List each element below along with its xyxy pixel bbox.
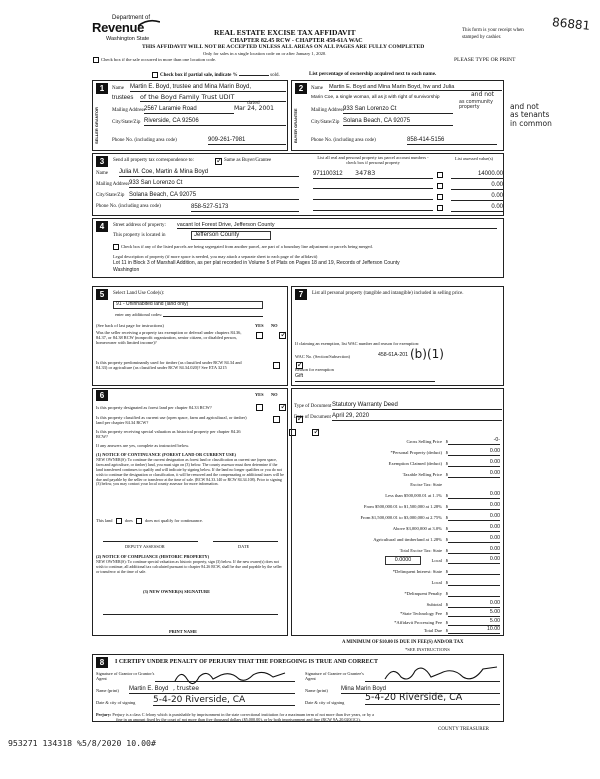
section-3-number: 3 (96, 156, 108, 167)
reason-line (295, 381, 435, 382)
buyer-city-label: City/State/Zip (311, 120, 340, 125)
does-not-label: does not qualify for continuance. (144, 518, 203, 524)
county-treasurer-label: COUNTY TREASURER (438, 727, 489, 732)
corr-phone-label: Phone No. (including area code) (96, 204, 161, 209)
local-value[interactable]: 0.00 (448, 557, 500, 564)
delinquent-penalty-value[interactable] (448, 590, 500, 597)
grantor-signature-scribble (173, 667, 293, 685)
section-6-forest-current-use (92, 388, 288, 636)
section-5-number: 5 (96, 289, 108, 300)
same-as-buyer-checkbox[interactable] (215, 158, 222, 165)
dept-line2: Revenue (92, 20, 145, 35)
multi-location-checkbox[interactable] (93, 57, 99, 63)
section-8-certification (92, 654, 504, 722)
assessed-value-2[interactable]: 0.00 (451, 182, 503, 190)
tier2-value[interactable]: 0.00 (448, 503, 500, 510)
see-back-note: (See back of last page for instructions) (96, 323, 164, 328)
parcel-number-2[interactable] (313, 182, 433, 189)
buyer-margin-handwritten (510, 103, 552, 128)
tech-fee-value[interactable]: 5.00 (448, 610, 500, 617)
s5-question-1: Was the seller receiving a property tax exemption or deferral under chapters 84.36, 84.37, or 84.38 RCW (nonprofit organization, senior citizen, or disabled person, homeowner with limited income)? (96, 330, 242, 346)
multi-location-label: Check box if the sale occurred in more than one location code. (101, 57, 217, 63)
type-or-print: PLEASE TYPE OR PRINT (454, 57, 516, 63)
section-1-number: 1 (96, 83, 108, 94)
personal-property-checkbox-1[interactable] (437, 172, 443, 178)
seller-name-handwritten: of the Boyd Family Trust UDIT (140, 94, 286, 102)
buyer-name[interactable]: Martin E. Boyd and Mina Marin Boyd, hw and Julia (329, 84, 502, 91)
s6-yes-header: YES (255, 392, 264, 397)
exemption-claimed-label: Exemption Claimed (deduct) (388, 461, 442, 466)
exemption-label: If claiming an exemption, list WAC number and reason for exemption: (295, 341, 420, 346)
handwritten-stamp-number: 86881 (551, 15, 591, 33)
seller-address[interactable]: 2567 Laramie Road (144, 106, 234, 114)
subtotal-label: Subtotal (426, 602, 442, 607)
additional-codes-input[interactable] (163, 311, 263, 317)
seller-side-label: SELLER GRANTOR (94, 106, 99, 145)
section-7-number: 7 (295, 289, 307, 300)
multi-location-row (93, 57, 223, 63)
dept-line3: Washington State (106, 36, 150, 42)
local-rate[interactable]: 0.0000 (385, 556, 421, 565)
grantor-date-label: Date & city of signing (96, 700, 136, 705)
continuance-text: NEW OWNER(S): To continue the current designation as forest land or classification as current use (open space, farm and agriculture, or timber) land, you must sign on (3) below. The county assessor must then determine if the land transferred continues to qualify and will indicate by signing below. If the land no longer qualifies or you do not wish to continue the designation or classification, it will be removed and the compensating or additional taxes will be due and payable by the seller or transferor at the time of sale. (RCW 84.33.140 or RCW 84.34.108). Prior to signing (3) below, you may contact your local county assessor for more information. (96, 457, 284, 487)
local2-label: Local (431, 580, 442, 585)
doc-type[interactable]: Statutory Warranty Deed (332, 402, 502, 410)
s6-if-any: If any answers are yes, complete as instructed below. (96, 443, 190, 448)
s6-no-header: NO (271, 392, 278, 397)
taxable-value[interactable]: 0.00 (448, 471, 500, 478)
grantee-signature-label: Signature of Grantee or Grantee's Agent (305, 671, 364, 681)
parcel-number-4[interactable] (313, 204, 433, 211)
wac-label: WAC No. (Section/Subsection) (295, 354, 350, 359)
partial-sale-row (152, 71, 280, 79)
grantee-date-label: Date & city of signing (305, 700, 345, 705)
grantor-name-label: Name (print) (96, 688, 119, 693)
tier1-value[interactable]: 0.00 (448, 492, 500, 499)
buyer-name-label: Name (311, 86, 323, 91)
form-only-for: Only for sales in a single location code on or after January 1, 2020. (203, 51, 327, 56)
partial-sale-percent[interactable] (239, 71, 269, 76)
corr-name-label: Name (96, 171, 108, 176)
partial-sale-label: Check box if partial sale, indicate % (160, 73, 238, 78)
street-address[interactable]: vacant lot Forest Drive, Jefferson County (177, 222, 497, 229)
subtotal-value[interactable]: 0.00 (448, 601, 500, 608)
section-2-number: 2 (295, 83, 307, 94)
logo-swoosh-icon (138, 19, 160, 27)
seller-dated-handwritten: dated (247, 101, 260, 106)
seller-city[interactable]: Riverside, CA 92506 (144, 118, 286, 126)
tier3-label: From $1,500,000.01 to $3,000,000 at 2.75% (360, 515, 442, 520)
parcel-row-1 (313, 171, 503, 180)
s6-q1-yes[interactable] (256, 404, 263, 411)
street-label: Street address of property: (113, 223, 166, 228)
buyer-phone-label: Phone No. (including area code) (311, 138, 376, 143)
doc-date-label: Date of Document (294, 415, 331, 420)
tech-fee-label: *State Technology Fee (400, 611, 442, 616)
continuance-qualify-row (96, 518, 203, 524)
corr-name[interactable]: Julia M. Coe, Martin & Mina Boyd (119, 169, 299, 177)
section-6-number: 6 (96, 390, 108, 401)
s6-q2-yes[interactable] (273, 416, 280, 423)
corr-city-label: City/State/Zip (96, 193, 125, 198)
seller-fields (110, 81, 288, 151)
minimum-due-note: A MINIMUM OF $10.00 IS DUE IN FEE(S) AND/OR TAX (342, 640, 464, 645)
tier3-value[interactable]: 0.00 (448, 514, 500, 521)
corr-city[interactable]: Solana Beach, CA 92075 (129, 192, 299, 200)
section-8-number: 8 (96, 657, 108, 668)
personal-property-checkbox-2[interactable] (437, 183, 443, 189)
deputy-date-label: DATE (238, 544, 250, 549)
partial-sale-checkbox[interactable] (152, 72, 158, 78)
does-checkbox[interactable] (116, 518, 122, 524)
receipt-note: This form is your receipt when stamped by cashier. (462, 28, 524, 40)
local-label: Local (431, 558, 442, 563)
historic-text: NEW OWNER(S): To continue special valuation as historic property, sign (3) below. If the new owner(s) does not wish to continue, all additional tax calculated pursuant to chapter 84.26 RCW, shall be due and payable by the seller or transferor at the time of sale. (96, 559, 282, 574)
grantor-date-city[interactable]: 5-4-20 Riverside, CA (153, 695, 295, 706)
s6-question-3: Is this property receiving special valuation as historical property per chapter 84.26 RCW? (96, 429, 241, 440)
buyer-side-label: BUYER GRANTEE (293, 108, 298, 143)
s5-q1-no[interactable] (279, 332, 286, 339)
grantee-date-city[interactable]: 5-4-20 Riverside, CA (365, 693, 500, 705)
tax-calculation-box (291, 388, 504, 636)
buyer-margin-line1: and not (510, 102, 539, 111)
s5-question-2: Is this property predominantly used for timber (as classified under RCW 84.34 and 84.33) or agriculture (as classified under RCW 84.34.020)? See ETA 3215 (96, 360, 242, 371)
land-use-label: Select Land Use Code(s): (113, 291, 165, 296)
buyer-address-label: Mailing Address (311, 108, 345, 113)
tier2-label: From $500,000.01 to $1,500,000 at 1.28% (363, 504, 442, 509)
form-chapter: CHAPTER 82.45 RCW - CHAPTER 458-61A WAC (230, 38, 363, 44)
section-5-land-use (92, 286, 288, 386)
legal-description-1[interactable]: Lot 11 in Block 3 of Marshall Addition, as per plat recorded in Volume 5 of Plats on Pages 18 and 19, Records of Jefferson County (113, 260, 400, 266)
assessed-value-4[interactable]: 0.00 (451, 204, 503, 212)
delinquent-interest-value[interactable] (448, 568, 500, 575)
deputy-assessor-label: DEPUTY ASSESSOR (125, 544, 165, 549)
new-owner-signature-label: (3) NEW OWNER(S) SIGNATURE (143, 589, 211, 594)
buyer-margin-line2: as tenants (510, 110, 550, 120)
s6-question-2: Is this property classified as current use (open space, farm and agricultural, or timber) land per chapter 84.34 RCW? (96, 415, 247, 426)
excise-state-label: Excise Tax: State (410, 482, 442, 487)
buyer-name-handwritten-1: and not (471, 91, 495, 98)
corr-address[interactable]: 933 San Lorenzo Ct (129, 180, 299, 188)
personal-property-label: List all personal property (tangible and intangible) included in selling price. (312, 291, 464, 296)
grantee-name[interactable]: Mina Marin Boyd (341, 686, 500, 694)
continuance-title: (1) NOTICE OF CONTINUANCE (FOREST LAND OR CURRENT USE) (96, 452, 236, 457)
perjury-text-2: fine in an amount fixed by the court of not more than five thousand dollars ($5,000.00), or by both imprisonment and fine (RCW 9A.20.020(1C)). (116, 717, 361, 723)
does-not-checkbox[interactable] (136, 518, 142, 524)
reason-value[interactable]: Gift (295, 373, 304, 379)
reason-label: Reason for exemption (295, 367, 334, 372)
tier4-label: Above $3,000,000 at 3.0% (392, 526, 442, 531)
partial-sale-sold: sold. (270, 73, 280, 78)
located-label: This property is located in (113, 233, 166, 238)
new-owner-signature-line[interactable] (103, 614, 278, 615)
historic-title: (2) NOTICE OF COMPLIANCE (HISTORIC PROPERTY) (96, 554, 210, 559)
total-due-value[interactable]: 10.00 (448, 627, 500, 634)
gross-value[interactable]: -0- (448, 438, 500, 445)
grantor-name[interactable]: Martin E. Boyd (129, 686, 295, 694)
assessed-label: List assessed value(s) (454, 156, 494, 161)
section-4-property (92, 218, 504, 278)
additional-codes-label: enter any additional codes: (115, 312, 163, 317)
located-county[interactable]: Jefferson County (191, 231, 271, 240)
seller-name-line2[interactable]: trustees (112, 95, 134, 101)
s6-question-1: Is this property designated as forest land per chapter 84.33 RCW? (96, 405, 212, 410)
corr-address-label: Mailing Address (96, 182, 130, 187)
wac-handwritten: (b)(1) (410, 347, 444, 361)
parcel-label: List all real and personal property tax parcel account numbers - check box if personal property (317, 155, 429, 166)
parcel-row-3 (313, 193, 503, 202)
affidavit-fee-value[interactable]: 5.00 (448, 619, 500, 626)
s5-yes-header: YES (255, 323, 264, 328)
gross-label: Gross Selling Price (406, 439, 442, 444)
deputy-date-line[interactable] (213, 541, 278, 542)
ag-label: Agricultural and timberland at 1.28% (373, 537, 442, 542)
buyer-address[interactable]: 933 San Lorenzo Ct (343, 106, 453, 114)
delinquent-interest-label: *Delinquent Interest: State (392, 569, 442, 574)
section-3-tax-correspondence (92, 153, 504, 216)
personal-value[interactable]: 0.00 (448, 449, 500, 456)
seller-date-handwritten: Mar 24, 2001 (234, 105, 274, 112)
print-name-label: PRINT NAME (169, 629, 198, 634)
doc-type-label: Type of Document (294, 404, 332, 409)
seller-city-label: City/State/Zip (112, 120, 141, 125)
grantee-signature-scribble (383, 663, 501, 685)
parcel-number-3[interactable] (313, 193, 433, 200)
this-land-label: This land (96, 518, 113, 524)
section-1-seller (92, 80, 288, 151)
land-use-select[interactable]: 91 - Uninhabited land (land only) (113, 301, 263, 309)
see-instructions-note: *SEE INSTRUCTIONS (405, 647, 450, 652)
total-state-label: Total Excise Tax: State (399, 548, 442, 553)
tier1-label: Less than $500,000.01 at 1.1% (385, 493, 442, 498)
dept-line1: Department of (112, 15, 151, 21)
assessed-value-1[interactable]: 14000.00 (451, 171, 503, 179)
recording-stamp: 953271 134318 %5/8/2020 10.00# (8, 738, 156, 748)
buyer-margin-line3: in common (510, 118, 552, 128)
segregated-checkbox[interactable] (113, 244, 119, 250)
buyer-fields (309, 81, 504, 151)
does-label: does (124, 518, 133, 524)
buyer-city[interactable]: Solana Beach, CA 92075 (343, 118, 453, 126)
wac-number[interactable]: 458-61A-201 (378, 352, 408, 358)
total-state-value[interactable]: 0.00 (448, 547, 500, 554)
segregated-label: Check box if any of the listed parcels are being segregated from another parcel, are part of a boundary line adjustment or parcels being merged. (121, 244, 373, 250)
parcel-handwritten-1: 34783 (355, 169, 376, 177)
form-notice: THIS AFFIDAVIT WILL NOT BE ACCEPTED UNLESS ALL AREAS ON ALL PAGES ARE FULLY COMPLETED (142, 44, 425, 50)
deputy-signature-line[interactable] (103, 541, 198, 542)
assessed-value-3[interactable]: 0.00 (451, 193, 503, 201)
perjury-text-1: Perjury is a class C felony which is punishable by imprisonment in the state correctional institution for a maximum term of not more than five years, or by a (112, 712, 374, 717)
parcel-row-2 (313, 182, 503, 191)
local2-value[interactable] (448, 579, 500, 586)
seller-name[interactable]: Martin E. Boyd, trustee and Mina Marin Boyd, (130, 84, 286, 92)
s5-q2-yes[interactable] (273, 362, 280, 369)
seller-address-label: Mailing Address (112, 108, 146, 113)
section-2-buyer (291, 80, 504, 151)
parcel-number-1[interactable]: 971100312 (313, 171, 433, 179)
ag-value[interactable]: 0.00 (448, 536, 500, 543)
perjury-text (96, 712, 502, 723)
doc-date[interactable]: April 29, 2020 (332, 413, 502, 421)
buyer-name-handwritten-2: as community property (459, 100, 494, 110)
s5-no-header: NO (271, 323, 278, 328)
seller-name-label: Name (112, 86, 124, 91)
s6-q1-no[interactable] (279, 404, 286, 411)
same-as-buyer-label: Same as Buyer/Grantee (224, 158, 272, 163)
tier4-value[interactable]: 0.00 (448, 525, 500, 532)
corr-phone[interactable]: 858-527-5173 (191, 204, 299, 212)
seller-phone[interactable]: 909-261-7981 (208, 137, 286, 145)
exemption-value[interactable]: 0.00 (448, 460, 500, 467)
certify-statement: I CERTIFY UNDER PENALTY OF PERJURY THAT THE FOREGOING IS TRUE AND CORRECT (115, 659, 378, 665)
personal-property-checkbox-3[interactable] (437, 194, 443, 200)
perjury-label: Perjury: (96, 712, 112, 717)
affidavit-fee-label: *Affidavit Processing Fee (394, 620, 442, 625)
grantor-name-handwritten: , trustee (173, 685, 200, 692)
s5-q1-yes[interactable] (256, 332, 263, 339)
grantor-signature-label: Signature of Grantor or Grantor's Agent (96, 671, 155, 681)
legal-description-2[interactable]: Washington (113, 267, 140, 273)
send-to-label: Send all property tax correspondence to: (113, 158, 194, 163)
grantee-name-label: Name (print) (305, 688, 328, 693)
segregated-row (113, 244, 503, 250)
section-4-number: 4 (96, 221, 108, 232)
legal-label: Legal description of property (if more space is needed, you may attach a separate sheet to each page of the affidavit) (113, 254, 318, 259)
taxable-label: Taxable Selling Price (402, 472, 442, 477)
form-title: REAL ESTATE EXCISE TAX AFFIDAVIT (214, 28, 356, 37)
personal-label: *Personal Property (deduct) (390, 450, 442, 455)
personal-property-checkbox-4[interactable] (437, 205, 443, 211)
seller-phone-label: Phone No. (including area code) (112, 138, 177, 143)
section-7-personal-property (291, 286, 504, 386)
parcel-row-4 (313, 204, 503, 213)
total-due-label: Total Due (423, 628, 442, 633)
buyer-name-line2[interactable]: Marin Coe, a single woman, all as jt with right of survivorship (311, 95, 440, 100)
delinquent-penalty-label: *Delinquent Penalty (404, 591, 442, 596)
ownership-note: List percentage of ownership acquired next to each name. (309, 71, 437, 77)
buyer-phone[interactable]: 858-414-5156 (407, 137, 497, 145)
